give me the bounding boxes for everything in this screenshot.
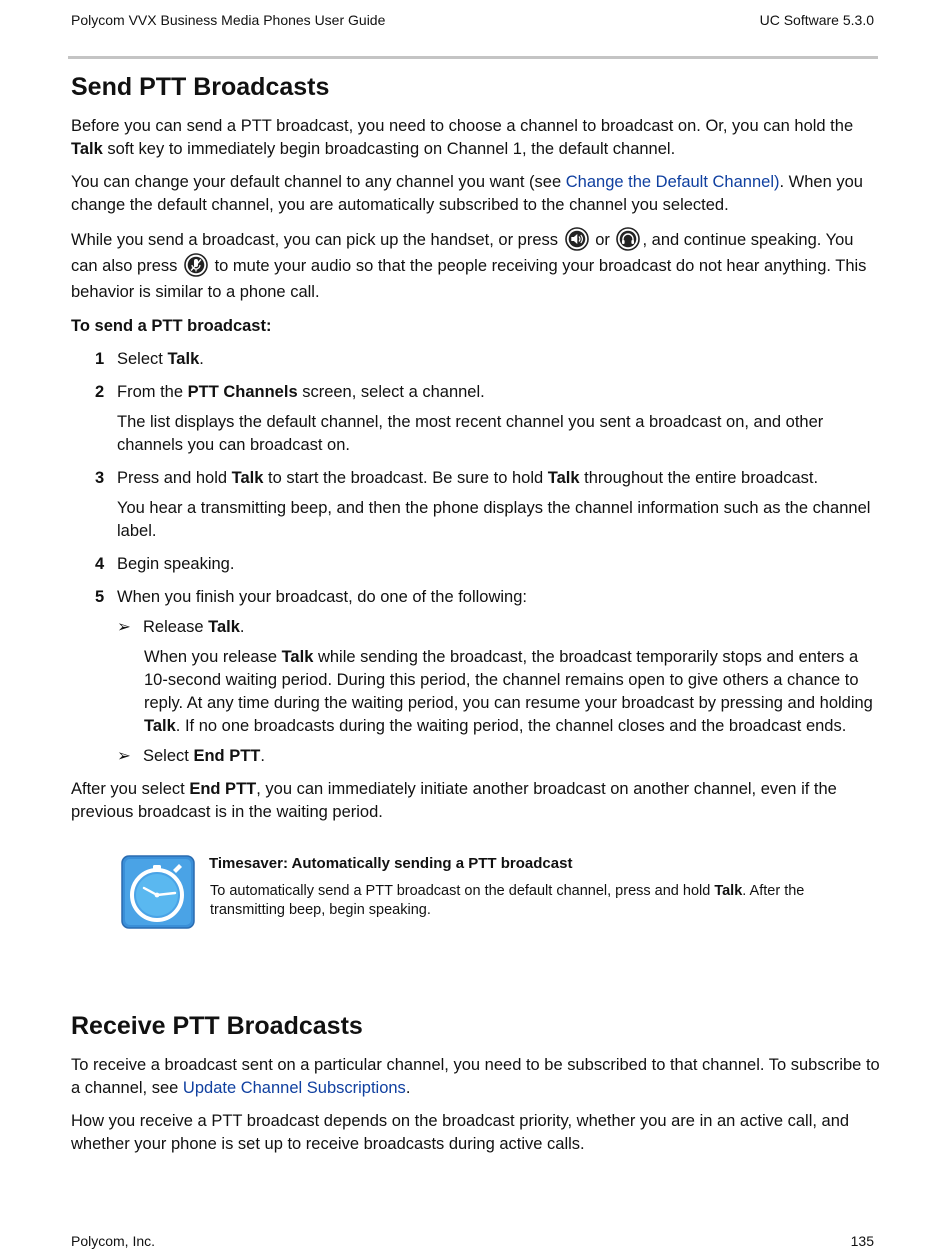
timesaver-body: To automatically send a PTT broadcast on the default channel, press and hold Talk. After the transmitting beep, begin speaking.	[210, 883, 805, 918]
update-channel-subscriptions-link[interactable]: Update Channel Subscriptions	[182, 1079, 406, 1097]
release-talk-detail: When you release Talk while sending the broadcast, the broadcast temporarily stops and enters a 10-second waiting period. During this period, the channel remains open to give others a chance to reply. At any time during the waiting period, you can resume your broadcast by pressing and holding Talk. If no one broadcasts during the waiting period, the channel closes and the broadcast ends.	[144, 648, 873, 735]
page-footer	[71, 1233, 874, 1249]
send-intro-paragraph: Before you can send a PTT broadcast, you need to choose a channel to broadcast on. Or, you can hold the Talk soft key to immediately begin broadcasting on Channel 1, the default channel.	[71, 117, 854, 158]
step-5: 5 When you finish your broadcast, do one of the following:	[95, 588, 527, 606]
timesaver-note	[71, 855, 881, 945]
step-3: 3 Press and hold Talk to start the broadcast. Be sure to hold Talk throughout the entire broadcast.	[95, 469, 819, 487]
section-title-receive: Receive PTT Broadcasts	[71, 1012, 363, 1040]
procedure-title: To send a PTT broadcast:	[71, 317, 272, 335]
header-rule	[68, 56, 878, 59]
arrow-bullet-icon: ➢	[117, 618, 131, 636]
speakerphone-icon	[565, 227, 589, 251]
page-header	[71, 12, 874, 28]
step-2: 2 From the PTT Channels screen, select a channel.	[95, 383, 485, 401]
bullet-release-talk: ➢ Release Talk.	[71, 616, 881, 639]
step-4: 4 Begin speaking.	[95, 555, 235, 573]
section-title-send: Send PTT Broadcasts	[71, 73, 330, 101]
mute-icon	[184, 253, 208, 277]
receive-priority-paragraph: How you receive a PTT broadcast depends on the broadcast priority, whether you are in an active call, and whether your phone is set up to receive broadcasts during active calls.	[71, 1112, 850, 1153]
after-end-ptt-paragraph: After you select End PTT, you can immediately initiate another broadcast on another channel, even if the previous broadcast is in the waiting period.	[71, 780, 837, 821]
stopwatch-icon	[121, 855, 195, 929]
header-doc-title: Polycom VVX Business Media Phones User Guide	[71, 12, 386, 28]
headset-icon	[616, 227, 640, 251]
page-content	[71, 70, 881, 1156]
handset-paragraph: While you send a broadcast, you can pick up the handset, or press or , and continue speaking. You can also press to mute your audio so that the people receiving your broadcast do not hear anything. This behavior is similar to a phone call.	[71, 227, 881, 305]
receive-subscribe-paragraph: To receive a broadcast sent on a particular channel, you need to be subscribed to that channel. To subscribe to a channel, see Update Channel Subscriptions.	[71, 1056, 880, 1097]
change-default-channel-link[interactable]: Change the Default Channel)	[565, 173, 780, 191]
step-1: 1 Select Talk.	[95, 350, 204, 368]
step-3-detail: You hear a transmitting beep, and then the phone displays the channel information such as the channel label.	[117, 499, 871, 540]
arrow-bullet-icon: ➢	[117, 747, 131, 765]
footer-company: Polycom, Inc.	[71, 1233, 156, 1249]
default-channel-paragraph: You can change your default channel to any channel you want (see Change the Default Channel). When you change the default channel, you are automatically subscribed to the channel you selected.	[71, 173, 863, 214]
bullet-end-ptt: ➢ Select End PTT.	[71, 745, 881, 768]
page-number: 135	[850, 1233, 874, 1249]
timesaver-title: Timesaver: Automatically sending a PTT broadcast	[209, 855, 573, 872]
step-2-detail: The list displays the default channel, the most recent channel you sent a broadcast on, and other channels you can broadcast on.	[117, 413, 824, 454]
header-version: UC Software 5.3.0	[759, 12, 874, 28]
